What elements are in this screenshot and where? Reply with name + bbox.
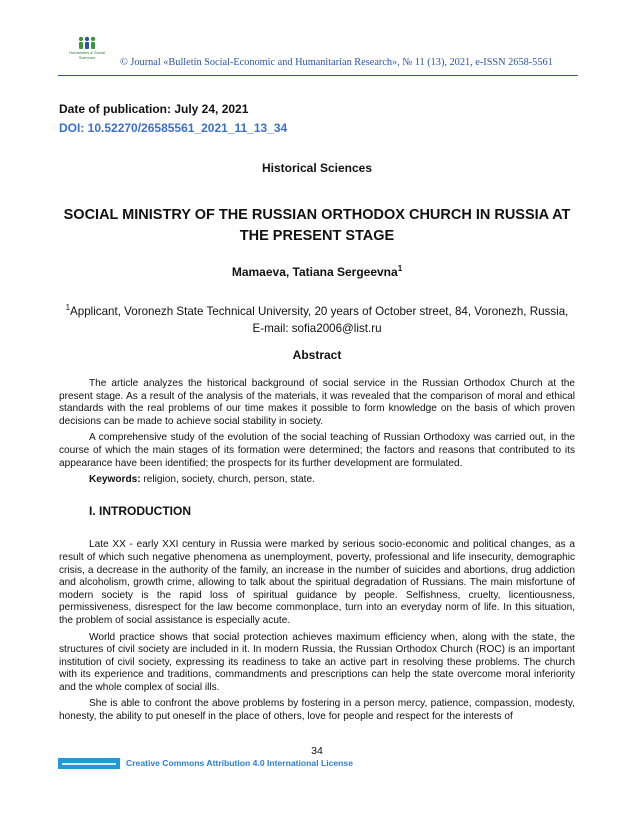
title-line-2: THE PRESENT STAGE xyxy=(239,228,395,244)
people-logo-icon xyxy=(76,36,98,50)
intro-paragraph-3: She is able to confront the above problems by fostering in a person mercy, patience, compassion, modesty, honesty, the ability to put oneself in the place of others, love for people and respect for the interests of xyxy=(59,698,575,723)
keywords xyxy=(59,474,575,487)
affiliation xyxy=(40,299,594,337)
intro-paragraph-2: World practice shows that social protection achieves maximum efficiency when, along with the state, the structures of civil society are included in it. In modern Russia, the Russian Orthodox Church (ROC) is an important institution of civil society, expressing its readiness to take an active part in resolving these problems. The church with its experience and traditions, commandments and prescriptions can help the state overcome moral inferiority and the whole complex of social ills. xyxy=(59,631,575,693)
logo-text-line1: Humanities & Social xyxy=(69,50,105,55)
article-title xyxy=(40,205,594,247)
author-sup: 1 xyxy=(397,264,403,273)
cc-license-badge[interactable] xyxy=(58,758,120,769)
license-link[interactable]: Creative Commons Attribution 4.0 International License xyxy=(126,758,353,768)
page-header xyxy=(58,36,578,72)
abstract-paragraph-2: A comprehensive study of the evolution of the social teaching of Russian Orthodoxy was carried out, in the course of which the main stages of its formation were determined; the factors and reasons that contributed to its appearance have been identified; the prospects for its further development are formulated. xyxy=(59,432,575,469)
affiliation-sup: 1 xyxy=(65,303,71,312)
abstract-heading: Abstract xyxy=(292,348,342,362)
affiliation-line1: Applicant, Voronezh State Technical University, 20 years of October street, 84, Voronezh, Russia, xyxy=(70,304,569,318)
cc-badge-icon xyxy=(62,763,116,765)
introduction-heading: I. INTRODUCTION xyxy=(89,503,191,518)
section-heading: Historical Sciences xyxy=(261,161,373,175)
keywords-label: Keywords: xyxy=(89,474,141,486)
affiliation-email[interactable]: E-mail: sofia2006@list.ru xyxy=(252,321,382,335)
abstract-paragraph-1: The article analyzes the historical background of social service in the Russian Orthodox Church at the present stage. As a result of the analysis of the materials, it was revealed that the comparison of moral and ethical standards with the real problems of our time makes it possible to form knowledge on the basis of which proven decisions can be made to achieve social stability in society. xyxy=(59,378,575,427)
page-number: 34 xyxy=(311,745,323,757)
journal-logo xyxy=(58,36,116,68)
publication-date: Date of publication: July 24, 2021 xyxy=(59,102,249,116)
author-name-text: Mamaeva, Tatiana Sergeevna xyxy=(231,265,398,279)
title-line-1: SOCIAL MINISTRY OF THE RUSSIAN ORTHODOX CHURCH IN RUSSIA AT xyxy=(63,207,571,223)
header-divider xyxy=(58,75,578,76)
keywords-list: religion, society, church, person, state. xyxy=(140,474,315,486)
article-body xyxy=(59,378,575,728)
intro-paragraph-1: Late XX - early XXI century in Russia were marked by serious socio-economic and political changes, as a result of which such negative phenomena as unemployment, poverty, professional and life insecurity, demographic crisis, a decrease in the authority of the family, an increase in the number of suicides and abortions, drug addiction and alcoholism, growth crime, allowing to talk about the spiritual degradation of Russians. The main misfortune of modern society is the rapid loss of spiritual guidance by people. Selfishness, cruelty, licentiousness, permissiveness, disrespect for the law become commonplace, turn into an everyday norm of life. In this situation, the problem of social assistance is especially acute. xyxy=(59,539,575,626)
doi-link[interactable]: DOI: 10.52270/26585561_2021_11_13_34 xyxy=(59,121,288,135)
author-name xyxy=(0,264,634,279)
logo-text-line2: Sciences xyxy=(78,55,96,60)
journal-citation: © Journal «Bulletin Social-Economic and Humanitarian Research», № 11 (13), 2021, e-ISSN 2658-5561 xyxy=(120,57,553,68)
